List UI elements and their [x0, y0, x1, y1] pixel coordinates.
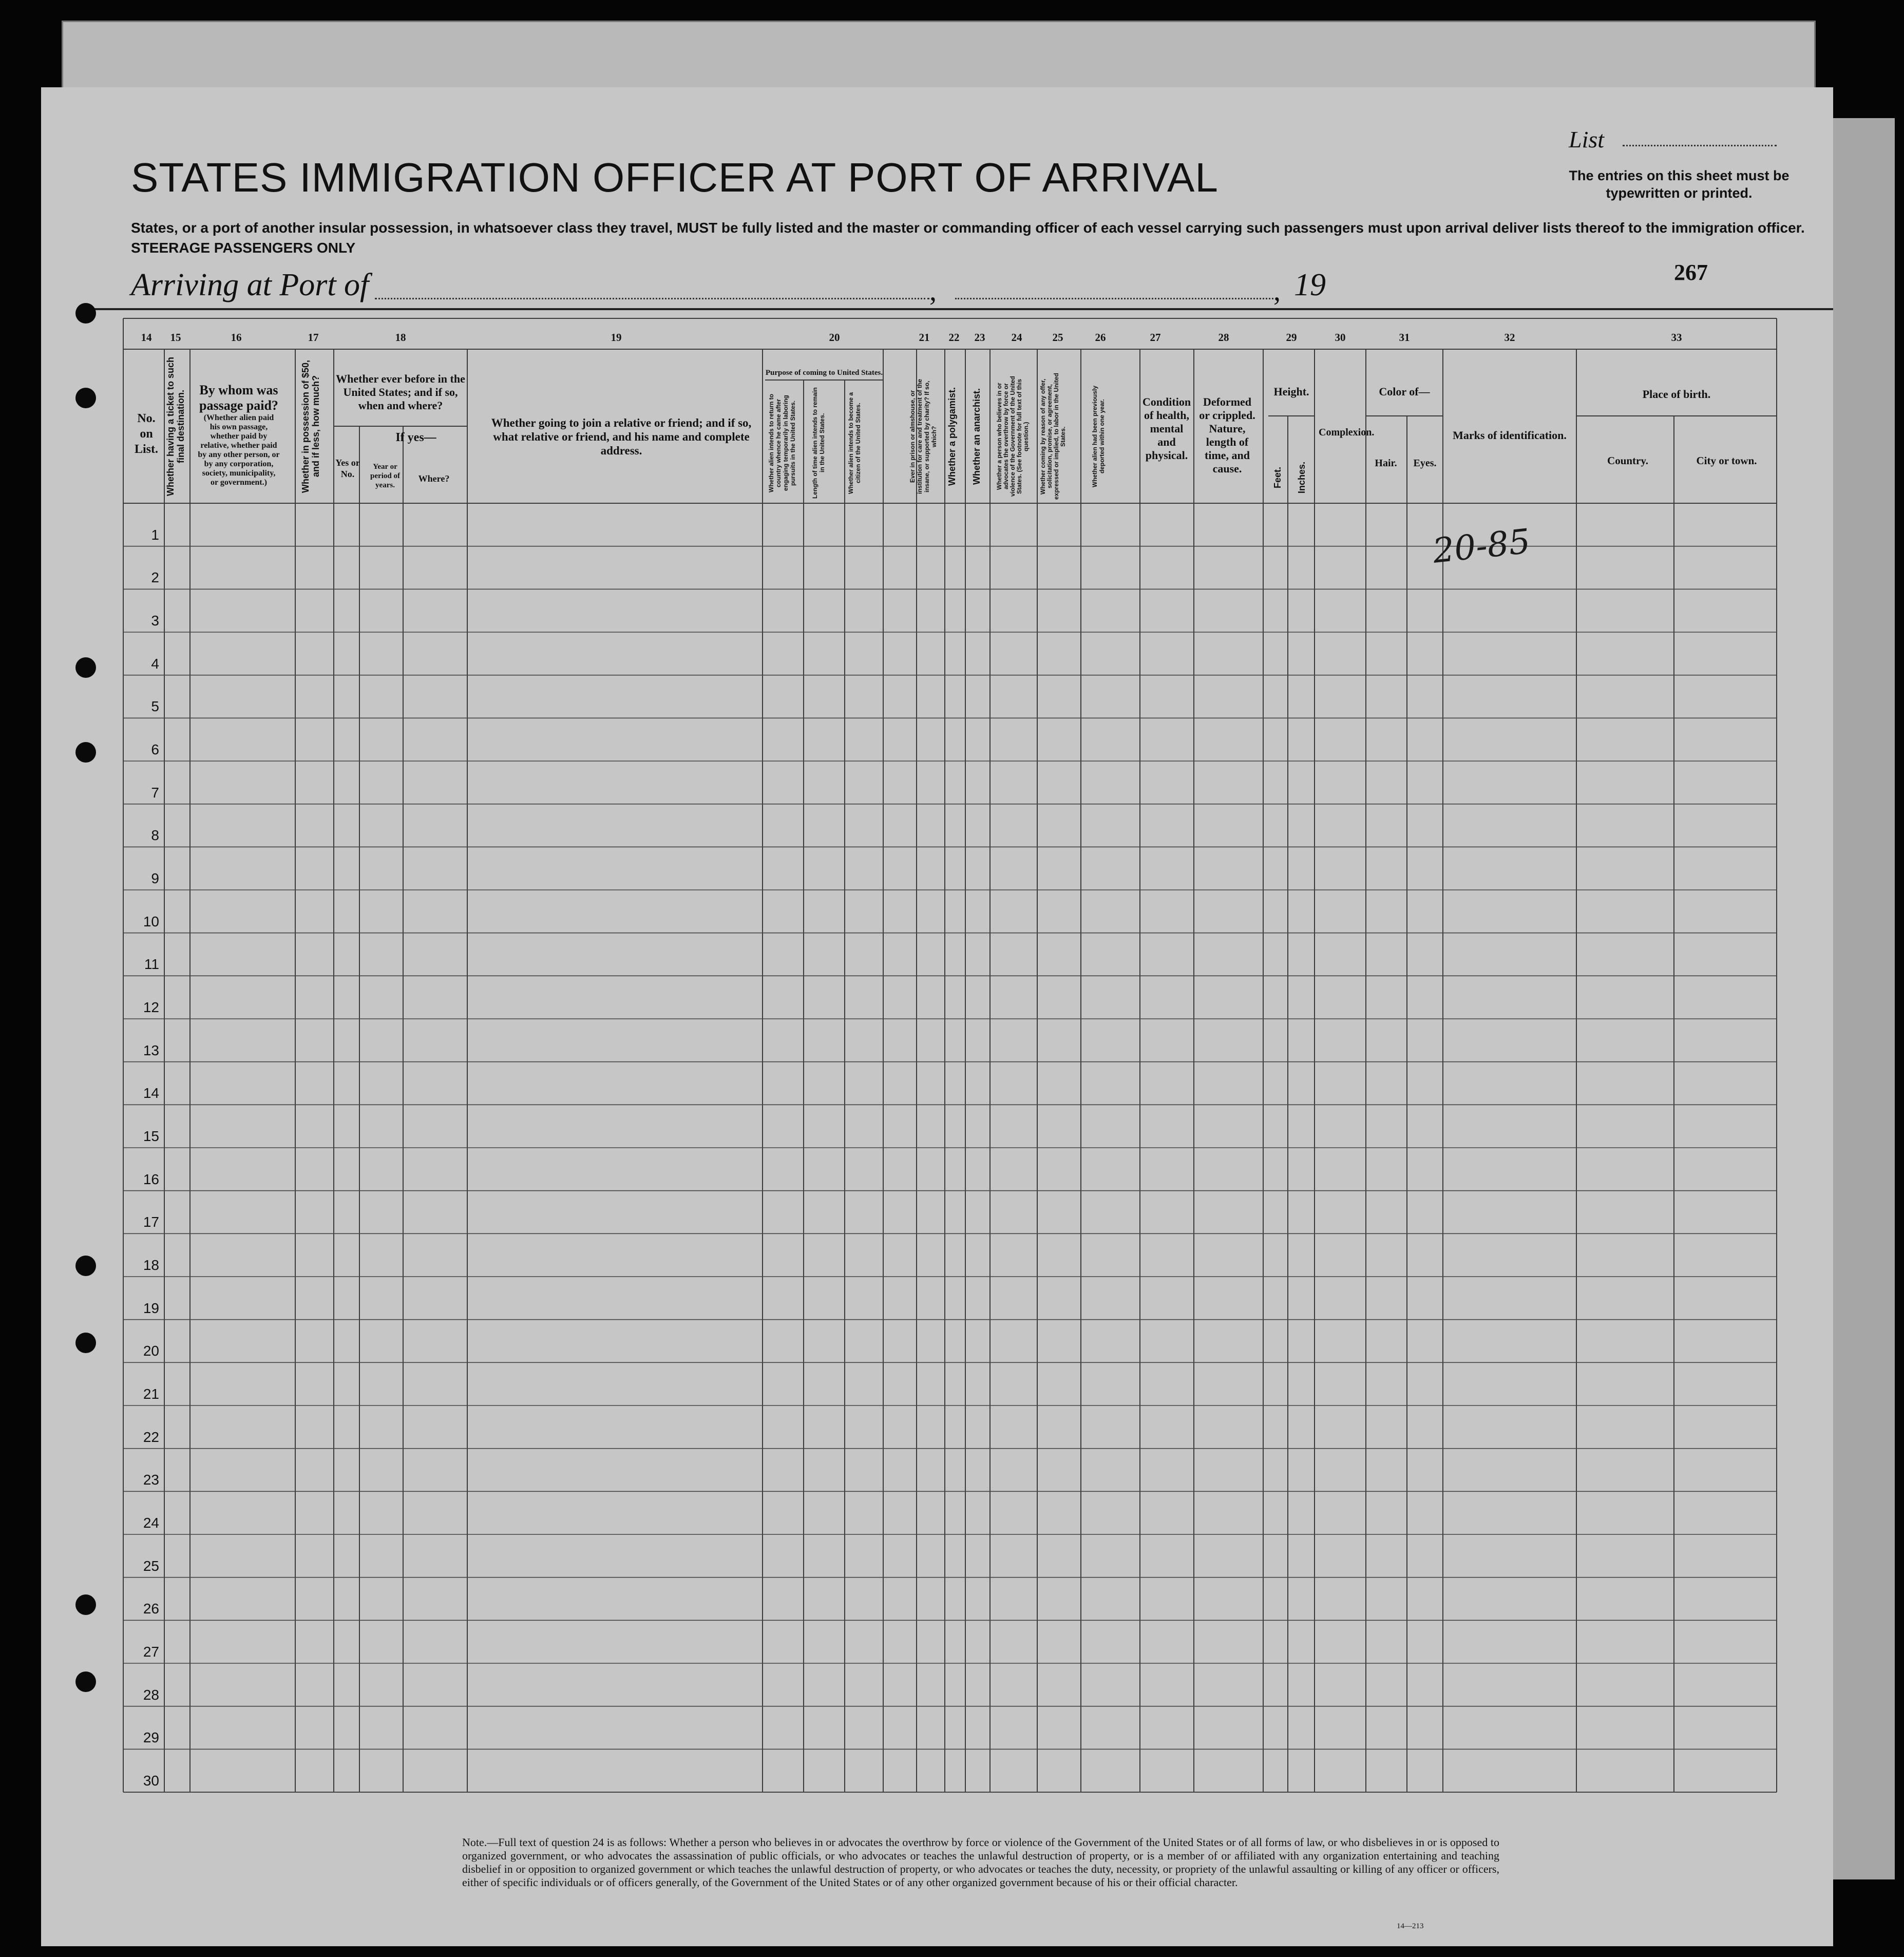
header-color-of: Color of— [1379, 385, 1430, 398]
header-yes-no: Yes or No. [335, 458, 360, 479]
header-if-yes: If yes— [395, 431, 436, 444]
list-label: List [1569, 126, 1605, 153]
header-return-country: Whether alien intends to return to country whence he came after engaging temporarily in laboring pursuits in the United States. [768, 393, 796, 492]
colnum-19: 19 [611, 331, 622, 344]
header-offer-labor: Whether coming by reason of any offer, solicitation, promise, or agreement, expressed or implied, to labor in the United States. [1039, 373, 1067, 500]
row-number: 4 [151, 655, 159, 672]
colnum-33: 33 [1671, 331, 1682, 344]
arriving-label: Arriving at Port of [131, 268, 369, 302]
row-number: 14 [143, 1085, 159, 1101]
row-number: 5 [151, 698, 159, 715]
punch-hole [75, 1671, 96, 1692]
row-number: 1 [151, 526, 159, 543]
row-number: 30 [143, 1773, 159, 1789]
colnum-26: 26 [1095, 331, 1106, 344]
header-fifty-dollars: Whether in possession of $50, and if less, how much? [300, 359, 321, 493]
row-number: 15 [143, 1128, 159, 1144]
colnum-18: 18 [395, 331, 406, 344]
punch-hole [75, 1256, 96, 1276]
row-number: 10 [143, 913, 159, 929]
colnum-27: 27 [1150, 331, 1161, 344]
row-number: 19 [143, 1300, 159, 1316]
header-place-of-birth: Place of birth. [1642, 388, 1711, 401]
row-number: 28 [143, 1686, 159, 1703]
row-number: 20 [143, 1343, 159, 1359]
manifest-sheet [41, 87, 1833, 1946]
row-number: 3 [151, 613, 159, 629]
header-marks: Marks of identification. [1453, 429, 1567, 442]
header-eyes: Eyes. [1413, 458, 1437, 469]
header-year-period: Year or period of years. [370, 463, 400, 489]
header-hair: Hair. [1375, 458, 1397, 469]
row-number: 22 [143, 1429, 159, 1445]
colnum-32: 32 [1504, 331, 1515, 344]
header-polygamist: Whether a polygamist. [947, 387, 957, 486]
row-number: 13 [143, 1042, 159, 1058]
row-number: 21 [143, 1386, 159, 1402]
comma-2: , [1273, 275, 1281, 307]
row-number: 26 [143, 1601, 159, 1617]
header-complexion: Complexion. [1319, 427, 1375, 438]
header-city: City or town. [1696, 454, 1757, 467]
page-title: STATES IMMIGRATION OFFICER AT PORT OF ARRIVAL [131, 155, 1218, 200]
row-number: 11 [144, 956, 159, 973]
colnum-25: 25 [1052, 331, 1063, 344]
header-inches: Inches. [1297, 461, 1307, 494]
colnum-22: 22 [948, 331, 960, 344]
punch-hole [75, 388, 96, 408]
header-deported: Whether alien had been previously deported within one year. [1091, 385, 1106, 488]
header-ever-before: Whether ever before in the United States; and if so, when and where? [336, 372, 465, 412]
colnum-23: 23 [974, 331, 985, 344]
punch-hole [75, 1333, 96, 1353]
colnum-29: 29 [1286, 331, 1297, 344]
header-health: Condition of health, mental and physical. [1142, 395, 1191, 462]
colnum-28: 28 [1218, 331, 1229, 344]
header-country: Country. [1607, 454, 1648, 467]
row-number: 16 [143, 1171, 159, 1187]
punch-hole [75, 1594, 96, 1615]
row-number: 7 [151, 784, 159, 801]
underlying-sheet-edge [1828, 118, 1895, 1879]
colnum-15: 15 [170, 331, 181, 344]
row-number: 8 [151, 827, 159, 844]
steerage-label: STEERAGE PASSENGERS ONLY [131, 240, 356, 256]
instruction-text: States, or a port of another insular possession, in whatsoever class they travel, MUST be fully listed and the master or commanding officer of each vessel carrying such passengers must upon arrival deliver lists thereof to the immigration officer. [131, 220, 1805, 236]
colnum-16: 16 [231, 331, 242, 344]
colnum-21: 21 [919, 331, 930, 344]
row-number: 27 [143, 1644, 159, 1660]
header-prison: Ever in prison or almshouse, or institution for care and treatment of the insane, or supported by charity? If so, which? [909, 379, 938, 495]
row-number: 29 [143, 1730, 159, 1746]
header-ticket: Whether having a ticket to such final destination. [165, 356, 186, 496]
header-passage-paid-sub: (Whether alien paid his own passage, whether paid by relative, whether paid by any other person, or by any corporation, society, municipality, or government.) [198, 413, 280, 487]
colnum-24: 24 [1011, 331, 1022, 344]
header-length-of-time: Length of time alien intends to remain in the United States. [811, 387, 826, 499]
header-become-citizen: Whether alien intends to become a citizen of the United States. [847, 392, 862, 494]
colnum-17: 17 [308, 331, 319, 344]
row-number: 2 [151, 569, 159, 586]
punch-hole [75, 303, 96, 324]
row-number: 25 [143, 1557, 159, 1574]
row-number: 17 [143, 1214, 159, 1230]
row-number: 9 [151, 870, 159, 886]
header-purpose: Purpose of coming to United States. [765, 369, 883, 377]
row-number: 24 [143, 1515, 159, 1531]
header-passage-paid-title: By whom was passage paid? [199, 383, 278, 413]
header-overthrow: Whether a person who believes in or advocates the overthrow by force or violence of the Government of the United States. (See footnote for full text of this question.) [996, 376, 1030, 497]
row-number: 12 [143, 999, 159, 1015]
header-height: Height. [1273, 385, 1309, 398]
year-prefix: 19 [1294, 268, 1326, 302]
colnum-20: 20 [829, 331, 840, 344]
footnote-question-24: Note.—Full text of question 24 is as follows: Whether a person who believes in or advocates the overthrow by force or violence of the Government of the United States or of all forms of law, or who disbelieves in or is opposed to organized government, or who advocates the assassination of public officials, or who advocates or teaches the unlawful destruction of property, or is a member of or affiliated with any organization entertaining and teaching disbelief in or opposition to organized government or which teaches the unlawful destruction of property, or who advocates or teaches the duty, necessity, or propriety of the unlawful assaulting or killing of any officer or officers, either of specific individuals or of officers generally, of the Government of the United States or of any other organized government because of his or their official character. [462, 1836, 1499, 1889]
punch-hole [75, 657, 96, 678]
header-no-on-list: No. on List. [134, 412, 158, 456]
typed-note: The entries on this sheet must be typewritten or printed. [1569, 168, 1789, 201]
header-feet: Feet. [1272, 467, 1283, 489]
punch-hole [75, 742, 96, 763]
row-number: 23 [143, 1472, 159, 1488]
page-number: 267 [1674, 260, 1708, 285]
form-code: 14—213 [1397, 1922, 1424, 1930]
header-anarchist: Whether an anarchist. [972, 388, 982, 485]
header-deformed: Deformed or crippled. Nature, length of time, and cause. [1199, 395, 1255, 475]
header-passage-paid [198, 383, 280, 487]
row-number: 18 [143, 1257, 159, 1273]
header-join-relative: Whether going to join a relative or friend; and if so, what relative or friend, and his name and complete address. [491, 416, 752, 457]
colnum-14: 14 [141, 331, 152, 344]
handwritten-marks-row1: 20-85 [1431, 521, 1532, 571]
header-where: Where? [418, 473, 450, 484]
comma-1: , [929, 275, 937, 307]
row-number: 6 [151, 742, 159, 757]
colnum-31: 31 [1399, 331, 1410, 344]
colnum-30: 30 [1335, 331, 1346, 344]
